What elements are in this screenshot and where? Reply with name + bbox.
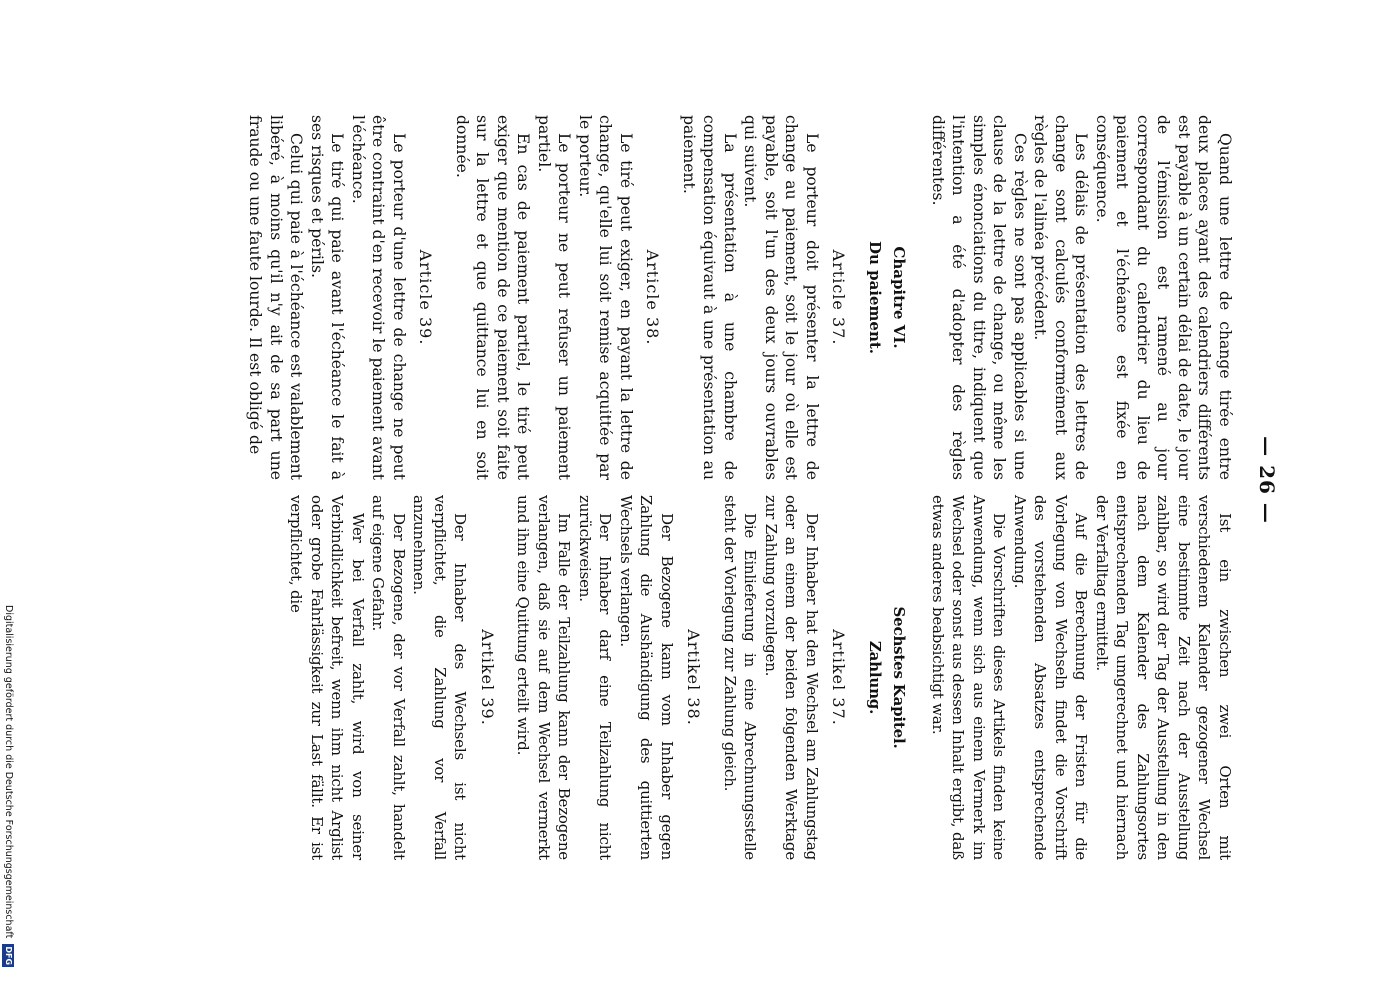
funding-footer xyxy=(0,605,16,1000)
paragraph: Der Bezogene kann vom Inhaber gegen Zahlung die Aushändigung des quittierten Wechsels verlangen. xyxy=(617,495,676,860)
rotated-page xyxy=(83,0,1283,960)
dfg-logo-icon: DFG xyxy=(4,946,13,966)
chapter-heading: Sechstes Kapitel. xyxy=(890,606,909,749)
article-heading: Article 37. xyxy=(829,249,849,346)
paragraph: Celui qui paie à l'échéance est valablement libéré, à moins qu'il n'y ait de sa part une fraude ou une faute lourde. Il est obligé de xyxy=(246,115,306,480)
paragraph: Die Einlieferung in eine Abrechnungsstelle steht der Vorlegung zur Zahlung gleich. xyxy=(721,495,760,860)
paragraph: Le tiré peut exiger, en payant la lettre de change, qu'elle lui soit remise acquittée par le porteur. xyxy=(576,115,635,480)
paragraph: Ist ein zwischen zwei Orten mit verschiedenem Kalender gezogener Wechsel eine bestimmte Zeit nach der Ausstellung zahlbar, so wird der Tag der Ausstellung in den nach dem Kalender des Zahlungsortes entsprechenden Tag umgerechnet und hiernach der Verfalltag ermittelt. xyxy=(1093,495,1234,860)
paragraph: Les délais de présentation des lettres de change sont calculés conformément aux règles de l'alinéa précédent. xyxy=(1031,115,1091,480)
paragraph: Der Inhaber hat den Wechsel am Zahlungstag oder an einem der beiden folgenden Werktage zur Zahlung vorzulegen. xyxy=(762,495,821,860)
paragraph: Le porteur doit présenter la lettre de change au paiement, soit le jour où elle est payable, soit l'un des deux jours ouvrables qui suivent. xyxy=(741,115,821,480)
paragraph: Im Falle der Teilzahlung kann der Bezogene verlangen, daß sie auf dem Wechsel vermerkt und ihm eine Quittung erteilt wird. xyxy=(514,495,574,860)
article-heading: Artikel 38. xyxy=(684,629,704,726)
chapter-subtitle: Zahlung. xyxy=(866,640,884,715)
paragraph: Le porteur d'une lettre de change ne peut être contraint d'en recevoir le paiement avant l'échéance. xyxy=(349,115,408,480)
article-heading: Artikel 37. xyxy=(829,629,849,726)
chapter-heading: Chapitre VI. xyxy=(890,246,909,349)
article-heading: Artikel 39. xyxy=(478,629,497,726)
paragraph: Der Inhaber des Wechsels ist nicht verpflichtet, die Zahlung vor Verfall anzunehmen. xyxy=(410,495,470,860)
funding-note: Digitalisierung gefördert durch die Deutsche Forschungsgemeinschaft xyxy=(3,605,14,939)
paragraph: Die Vorschriften dieses Artikels finden keine Anwendung, wenn sich aus einem Vermerk im Wechsel oder sonst aus dessen Inhalt ergibt, daß etwas anderes beabsichtigt war. xyxy=(929,495,1009,860)
article-heading: Article 38. xyxy=(643,249,663,346)
paragraph: Wer bei Verfall zahlt, wird von seiner Verbindlichkeit befreit, wenn ihm nicht Arglist oder grobe Fahrlässigkeit zur Last fällt. Er ist verpflichtet, die xyxy=(287,495,367,860)
page-number: — 26 — xyxy=(1255,436,1279,524)
german-column xyxy=(286,495,1235,860)
paragraph: Ces règles ne sont pas applicables si une clause de la lettre de change, ou même les simples énonciations du titre, indiquent que l'intention a été d'adopter des règles différentes. xyxy=(929,115,1029,480)
paragraph: Le tiré qui paie avant l'échéance le fait à ses risques et périls. xyxy=(308,115,347,480)
paragraph: Le porteur ne peut refuser un paiement partiel. xyxy=(535,115,574,480)
chapter-subtitle: Du paiement. xyxy=(866,240,884,355)
paragraph: Der Inhaber darf eine Teilzahlung nicht zurückweisen. xyxy=(576,495,615,860)
french-column xyxy=(245,115,1235,480)
paragraph: En cas de paiement partiel, le tiré peut exiger que mention de ce paiement soit faite sur la lettre et que quittance lui en soit donnée. xyxy=(453,115,533,480)
paragraph: Auf die Berechnung der Fristen für die Vorlegung von Wechseln findet die Vorschrift des vorstehenden Absatzes entsprechende Anwendung. xyxy=(1011,495,1091,860)
paragraph: Der Bezogene, der vor Verfall zahlt, handelt auf eigene Gefahr. xyxy=(369,495,408,860)
paragraph: La présentation à une chambre de compensation équivaut à une présentation au paiement. xyxy=(680,115,739,480)
article-heading: Article 39. xyxy=(416,249,436,346)
paragraph: Quand une lettre de change tirée entre deux places ayant des calendriers différents est payable à un certain délai de date, le jour de l'émission est ramené au jour correspondant du calendrier du lieu de paiement et l'échéance est fixée en conséquence. xyxy=(1093,115,1234,480)
